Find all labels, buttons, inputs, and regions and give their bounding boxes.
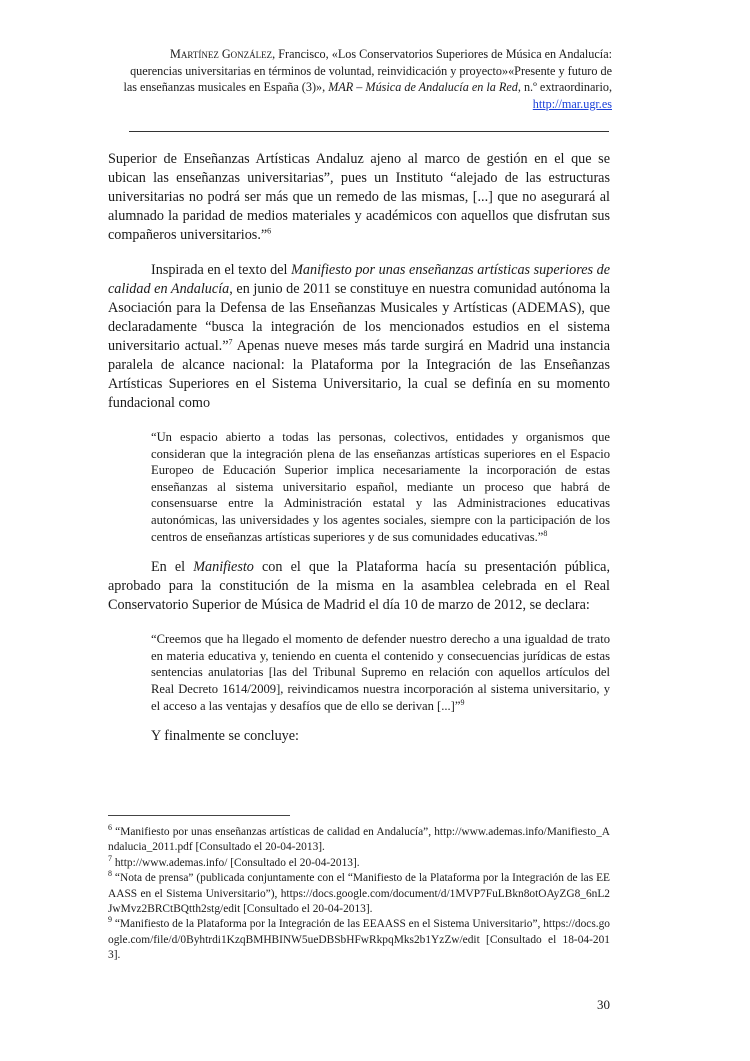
- journal-title: MAR – Música de Andalucía en la Red: [328, 80, 518, 94]
- footnote-text: “Manifiesto por unas enseñanzas artísticas de calidad en Andalucía”, http://www.ademas.info/Manifiesto_Andalucia_2011.pdf [Consultado el 20-04-2013].: [108, 826, 610, 854]
- paragraph-3-b: con el que la Plataforma hacía su presentación pública, aprobado para la constitución de la misma en la asamblea celebrada en el Real Conservatorio Superior de Música de Madrid el día 10 de marzo de 2012, se declara:: [108, 559, 611, 614]
- footnote-6: [108, 825, 610, 856]
- block-quote-1: [151, 429, 610, 545]
- page-number: 30: [597, 997, 610, 1012]
- footnote-ref-9[interactable]: 9: [460, 697, 465, 707]
- block-quote-2-text: “Creemos que ha llegado el momento de defender nuestro derecho a una igualdad de trato en materia educativa y, teniendo en cuenta el contenido y consecuencias jurídicas de estas sentencias anulatorias [las del Tribunal Supremo en relación con aquellos artículos del Real Decreto 1614/2009], reivindicamos nuestra incorporación al sistema universitario, y el acceso a las ventajas y desafíos que de ello se derivan [...]”: [151, 632, 610, 713]
- footnote-9: [108, 917, 610, 963]
- running-header: [108, 46, 612, 112]
- footnote-number: 8: [108, 869, 112, 879]
- footnote-number: 9: [108, 915, 112, 925]
- footnote-text: “Nota de prensa” (publicada conjuntamente con el “Manifiesto de la Plataforma por la Integración de las EEAASS en el Sistema Universitario”), https://docs.google.com/document/d/1MVP7FuLBkn8otOAyZG8_6nL2JwMvz2BRCtBQtth2stg/edit [Consultado el 20-04-2013].: [108, 872, 610, 916]
- manifesto-word: Manifiesto: [193, 559, 254, 576]
- header-line-2: querencias universitarias en términos de voluntad, reinvidicación y proyecto»«Presente y futuro de: [130, 63, 612, 78]
- block-quote-2: [151, 631, 610, 714]
- paragraph-1-text: Superior de Enseñanzas Artísticas Andaluz ajeno al marco de gestión en el que se ubican las enseñanzas universitarias”, pues un Instituto “alejado de las estructuras universitarias no podrá ser más que un remedo de las mismas, [...] que no asegurará al alumnado la paridad de medios materiales y académicos con aquellos que disfrutan sus compañeros universitarios.”: [108, 151, 610, 243]
- footnote-text: “Manifiesto de la Plataforma por la Integración de las EEAASS en el Sistema Universitario”, https://docs.google.com/file/d/0Byhtrdi1KzqBMHBINW5ueDBSbHFwRkpqMks2b1YzZw/edit [Consultado el 18-04-2013].: [108, 918, 610, 962]
- header-author: Martínez González: [170, 47, 273, 61]
- footnote-ref-6[interactable]: 6: [267, 226, 272, 236]
- paragraph-4: Y finalmente se concluye:: [151, 728, 299, 745]
- main-text: [108, 150, 610, 762]
- paragraph-2: [108, 261, 610, 413]
- footnote-ref-8[interactable]: 8: [543, 528, 548, 538]
- footnote-7: [108, 856, 610, 871]
- header-line-1-text: , Francisco, «Los Conservatorios Superiores de Música en Andalucía:: [272, 47, 612, 61]
- header-line-1: [108, 46, 612, 63]
- footnotes: [108, 825, 610, 964]
- paragraph-3: [108, 558, 610, 615]
- header-line-3-a: las enseñanzas musicales en España (3)»,: [123, 80, 329, 94]
- journal-url-link[interactable]: http://mar.ugr.es: [532, 96, 612, 111]
- block-quote-1-text: “Un espacio abierto a todas las personas, colectivos, entidades y organismos que consideran que la integración plena de las enseñanzas artísticas superiores en el Espacio Europeo de Educación Superior implica necesariamente la incorporación de estas enseñanzas al sistema universitario español, mediante un proceso que habrá de consensuarse entre la Administración estatal y las Administraciones educativas autonómicas, las universidades y los agentes sociales, siempre con la participación de los centros de enseñanzas artísticas superiores y de sus comunidades educativas.”: [151, 430, 610, 544]
- footnote-ref-7[interactable]: 7: [228, 337, 233, 347]
- header-rule: [129, 131, 609, 132]
- paragraph-2-b: , en junio de 2011 se constituye en nuestra comunidad autónoma la Asociación para la Defensa de las Enseñanzas Musicales y Artísticas (ADEMAS), que declaradamente “busca la integración de los mencionados estudios en el sistema universitario actual.”: [108, 281, 610, 354]
- footnote-number: 7: [108, 854, 112, 864]
- paragraph-1: [108, 150, 610, 245]
- manifesto-title: Manifiesto por unas enseñanzas artísticas superiores de calidad en Andalucía: [108, 262, 610, 297]
- paragraph-2-a: Inspirada en el texto del: [151, 262, 292, 278]
- footnote-8: [108, 871, 610, 917]
- header-line-3: [108, 79, 612, 96]
- header-line-3-b: , n.º extraordinario,: [517, 80, 612, 94]
- paragraph-2-c: Apenas nueve meses más tarde surgirá en Madrid una instancia paralela de alcance nacional: la Plataforma por la Integración de las Enseñanzas Artísticas Superiores en el Sistema Universitario, la cual se definía en su momento fundacional como: [108, 338, 610, 411]
- footnote-rule: [108, 815, 290, 816]
- paragraph-3-a: En el: [151, 559, 194, 576]
- footnote-number: 6: [108, 823, 112, 833]
- footnote-text: http://www.ademas.info/ [Consultado el 20-04-2013].: [112, 856, 360, 869]
